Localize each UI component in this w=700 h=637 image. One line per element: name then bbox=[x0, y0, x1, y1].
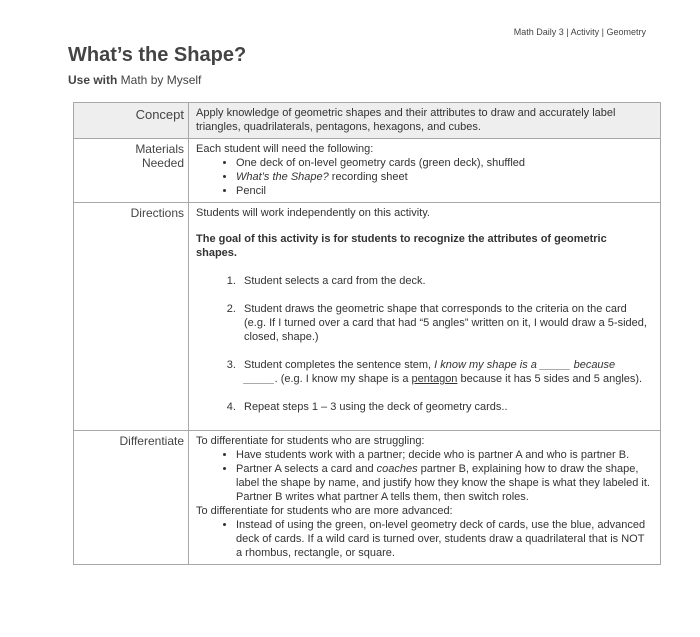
page-subtitle bbox=[68, 73, 201, 87]
list-item: • Instead of using the green, on-level geometry deck of cards, use the blue, advanced deck of cards. If a wild card is turned over, students draw a quadrilateral that is NOT a rhombus, rectangle, or square. bbox=[236, 518, 650, 560]
struggling-intro: To differentiate for students who are struggling: bbox=[196, 435, 425, 447]
recording-sheet-text: recording sheet bbox=[328, 171, 408, 183]
advanced-intro: To differentiate for students who are more advanced: bbox=[196, 505, 453, 517]
coach-word: coaches bbox=[376, 463, 418, 475]
list-item bbox=[236, 170, 650, 184]
materials-intro: Each student will need the following: bbox=[196, 143, 374, 155]
list-item bbox=[236, 462, 650, 504]
directions-steps bbox=[196, 274, 650, 414]
list-item: • Have students work with a partner; decide who is partner A and who is partner B. bbox=[236, 448, 650, 462]
struggling-list bbox=[196, 448, 650, 504]
concept-label: Concept bbox=[74, 103, 189, 139]
advanced-list bbox=[196, 518, 650, 560]
list-item: • Pencil bbox=[236, 184, 650, 198]
materials-content bbox=[189, 139, 661, 203]
subtitle-bold: Use with bbox=[68, 73, 118, 87]
concept-text: Apply knowledge of geometric shapes and their attributes to draw and accurately label triangles, quadrilaterals, pentagons, hexagons, and cubes. bbox=[189, 103, 661, 139]
step3-end: because it has 5 sides and 5 angles). bbox=[457, 373, 643, 385]
subtitle-rest: Math by Myself bbox=[117, 73, 202, 87]
list-item bbox=[239, 358, 650, 386]
differentiate-label: Differentiate bbox=[74, 431, 189, 565]
step3-text: Student completes the sentence stem, bbox=[244, 359, 435, 371]
directions-content bbox=[189, 203, 661, 431]
list-item: 1. Student selects a card from the deck. bbox=[239, 274, 650, 288]
list-item: • One deck of on-level geometry cards (green deck), shuffled bbox=[236, 156, 650, 170]
list-item: 4. Repeat steps 1 – 3 using the deck of geometry cards.. bbox=[239, 400, 650, 414]
differentiate-row bbox=[74, 431, 661, 565]
differentiate-content bbox=[189, 431, 661, 565]
materials-label bbox=[74, 139, 189, 203]
concept-row bbox=[74, 103, 661, 139]
header-meta: Math Daily 3 | Activity | Geometry bbox=[513, 27, 646, 37]
directions-intro: Students will work independently on this activity. bbox=[196, 207, 430, 219]
materials-row bbox=[74, 139, 661, 203]
page-title: What’s the Shape? bbox=[68, 44, 247, 66]
materials-label-line2: Needed bbox=[141, 156, 184, 170]
step3-example: . (e.g. I know my shape is a bbox=[274, 373, 412, 385]
activity-table bbox=[73, 102, 661, 565]
directions-goal: The goal of this activity is for students to recognize the attributes of geometric shapes. bbox=[196, 233, 607, 259]
example-word: pentagon bbox=[411, 373, 458, 385]
coach-text-end: partner B, explaining how to draw the shape, label the shape by name, and justify how they know the shape is what they labeled it. Partner B writes what partner A tells them, then switch roles. bbox=[236, 463, 650, 503]
recording-sheet-title: What’s the Shape? bbox=[236, 171, 329, 183]
materials-list bbox=[196, 156, 650, 198]
materials-label-line1: Materials bbox=[135, 142, 184, 156]
directions-row bbox=[74, 203, 661, 431]
sentence-stem: I know my shape is a _____ because _____ bbox=[244, 359, 616, 385]
directions-label: Directions bbox=[74, 203, 189, 431]
coach-text-start: Partner A selects a card and bbox=[236, 463, 377, 475]
list-item: 2. Student draws the geometric shape that corresponds to the criteria on the card (e.g. If I turned over a card that had “5 angles” written on it, I would draw a 5-sided, closed, shape.) bbox=[239, 302, 650, 344]
